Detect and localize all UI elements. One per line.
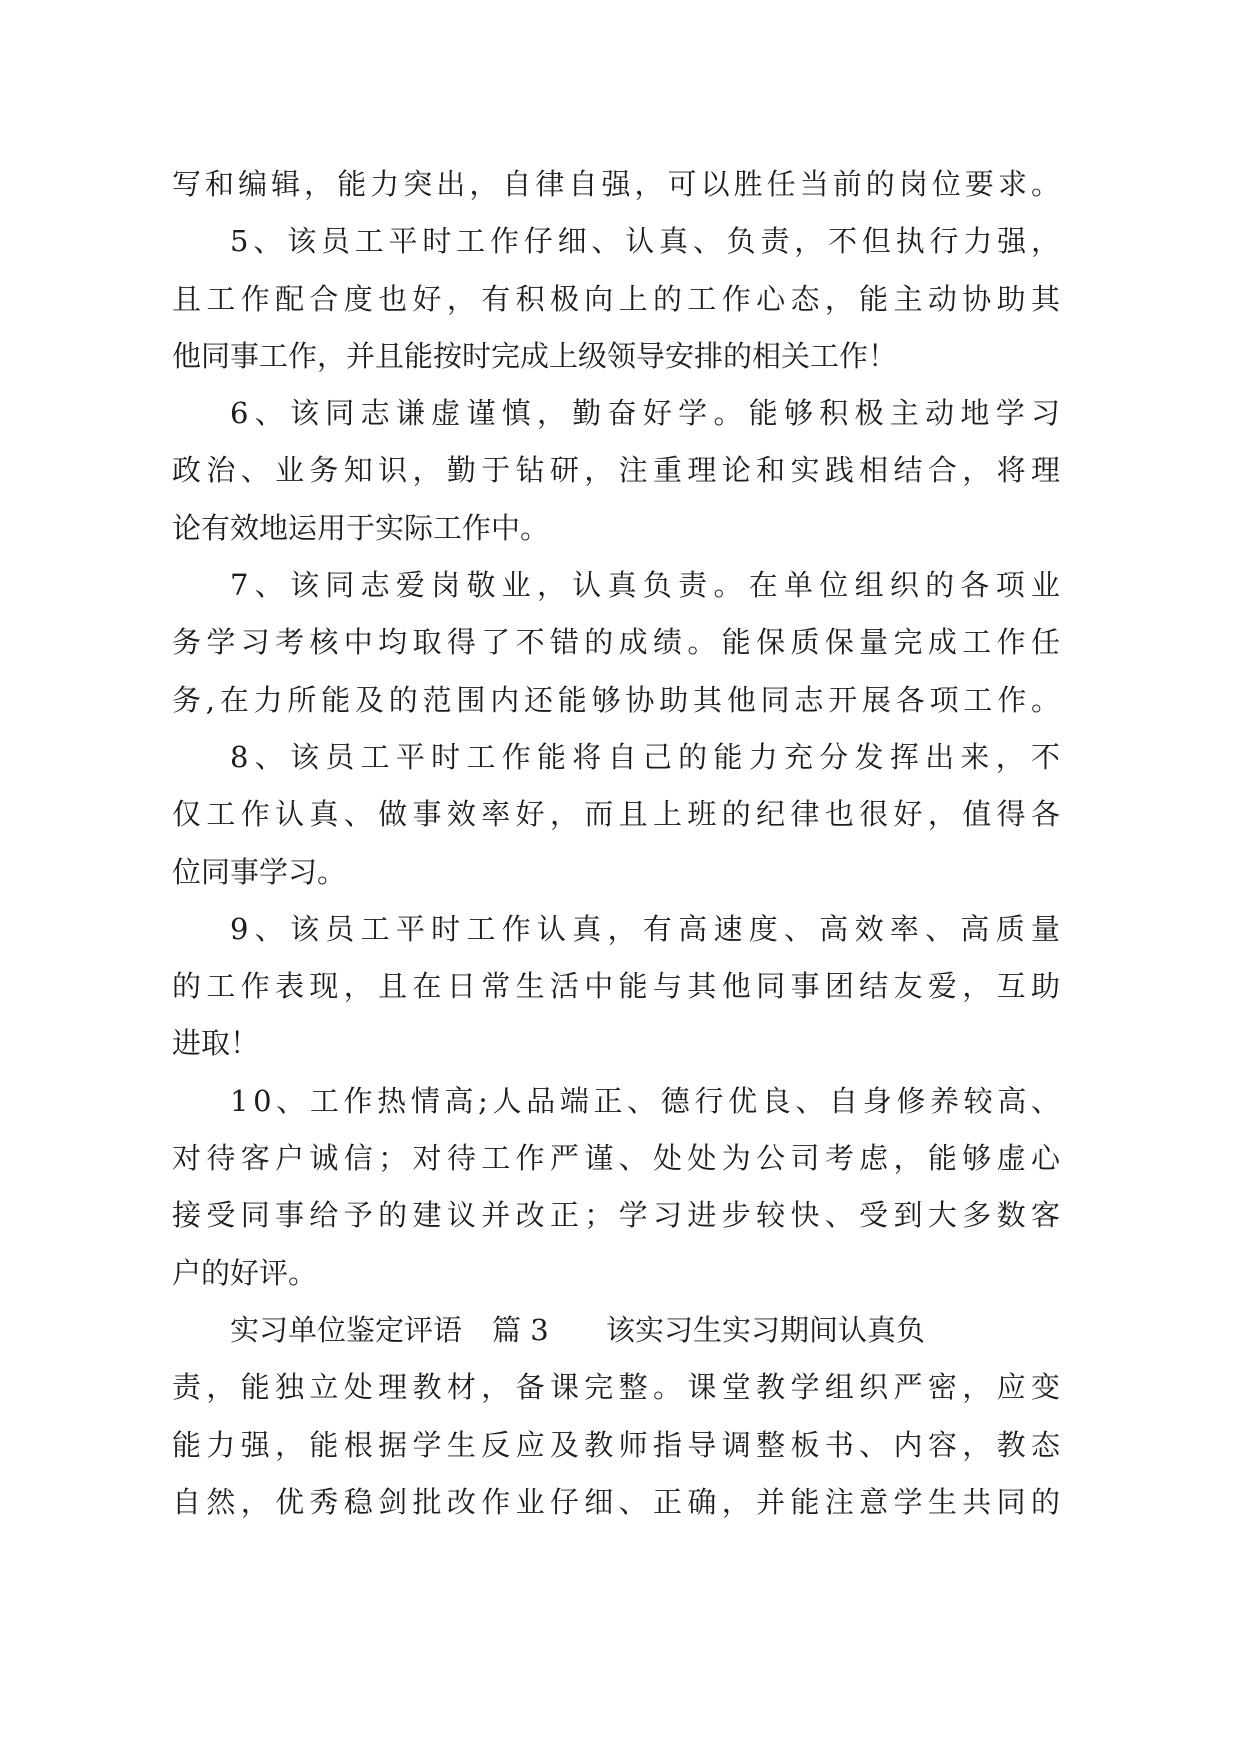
paragraph — [172, 213, 1066, 385]
text-line: 责，能独立处理教材，备课完整。课堂教学组织严密，应变 — [172, 1370, 1066, 1405]
paragraph — [172, 1073, 1066, 1302]
text-line: 的工作表现，且在日常生活中能与其他同事团结友爱，互助 — [172, 969, 1066, 1004]
paragraph — [172, 901, 1067, 1073]
section-heading: 实习单位鉴定评语 — [230, 1312, 463, 1347]
paragraph — [172, 156, 1065, 213]
text-line: 10、工作热情高;人品端正、德行优良、自身修养较高、 — [230, 1083, 1065, 1118]
text-line: 6、该同志谦虚谨慎，勤奋好学。能够积极主动地学习 — [230, 396, 1067, 431]
paragraph — [172, 385, 1067, 557]
text-line: 9、该员工平时工作认真，有高速度、高效率、高质量 — [230, 911, 1067, 946]
text-line: 且工作配合度也好，有积极向上的工作心态，能主动协助其 — [172, 281, 1066, 316]
text-line: 对待客户诚信；对待工作严谨、处处为公司考虑，能够虚心 — [172, 1141, 1066, 1176]
text-line: 论有效地运用于实际工作中。 — [172, 510, 550, 545]
paragraph — [172, 729, 1067, 901]
text-line: 接受同事给予的建议并改正；学习进步较快、受到大多数客 — [172, 1198, 1066, 1233]
text-line: 进取！ — [172, 1026, 260, 1061]
text-line: 位同事学习。 — [172, 854, 347, 889]
text-line: 7、该同志爱岗敬业，认真负责。在单位组织的各项业 — [230, 568, 1067, 603]
text-line: 他同事工作，并且能按时完成上级领导安排的相关工作！ — [172, 338, 898, 373]
text-line: 仅工作认真、做事效率好，而且上班的纪律也很好，值得各 — [172, 797, 1066, 832]
text-line: 能力强，能根据学生反应及教师指导调整板书、内容，教态 — [172, 1427, 1066, 1462]
text-line: 5、该员工平时工作仔细、认真、负责，不但执行力强， — [230, 224, 1065, 259]
document-body — [172, 156, 1067, 1531]
text-line: 户的好评。 — [172, 1255, 318, 1290]
section-paragraph — [172, 1302, 1066, 1531]
text-line: 务,在力所能及的范围内还能够协助其他同志开展各项工作。 — [172, 682, 1065, 717]
text-line: 写和编辑，能力突出，自律自强，可以胜任当前的岗位要求。 — [172, 167, 1065, 201]
section-number: 篇 3 — [492, 1312, 549, 1347]
text-line: 该实习生实习期间认真负 — [606, 1312, 926, 1347]
text-line: 自然，优秀稳剑批改作业仔细、正确，并能注意学生共同的 — [172, 1484, 1066, 1519]
text-line: 务学习考核中均取得了不错的成绩。能保质保量完成工作任 — [172, 625, 1066, 660]
section-heading-line — [172, 1302, 1060, 1359]
paragraph — [172, 557, 1067, 729]
text-line: 8、该员工平时工作能将自己的能力充分发挥出来，不 — [230, 739, 1067, 774]
text-line: 政治、业务知识，勤于钻研，注重理论和实践相结合，将理 — [172, 453, 1066, 488]
